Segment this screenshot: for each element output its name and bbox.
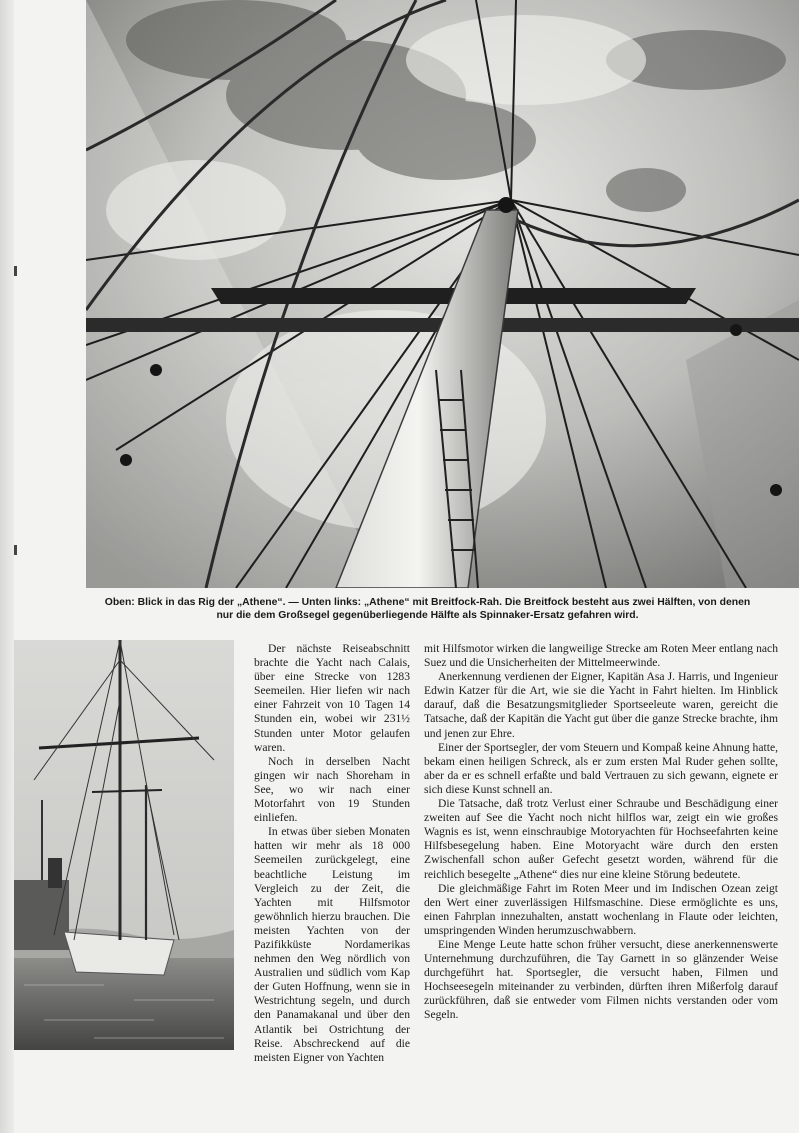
- yacht-photo-graphic: [14, 640, 234, 1050]
- article-column-right: [424, 642, 778, 1023]
- paragraph: Einer der Sportsegler, der vom Steuern und Kompaß keine Ahnung hatte, bekam einen heiligen Schreck, als er zum ersten Mal Ruder gehen sollte, aber da er es schnell erfaßte und bald Vertrauen zu sich gewann, eignete er sich diese Kunst schnell an.: [424, 740, 778, 796]
- photo-caption: [60, 596, 795, 622]
- paragraph: Noch in derselben Nacht gingen wir nach Shoreham in See, wo wir nach einer Motorfahrt von 19 Stunden einliefen.: [254, 754, 410, 825]
- paragraph: Die gleichmäßige Fahrt im Roten Meer und im Indischen Ozean zeigt den Wert einer zuverlässigen Hilfsmaschine. Diese ermöglichte es uns, einen Fahrplan innezuhalten, anstatt wochenlang in Flaute oder leichten, umspringenden Winden herumzuschwabbern.: [424, 881, 778, 937]
- paragraph: In etwas über sieben Monaten hatten wir mehr als 18 000 Seemeilen zurückgelegt, eine beachtliche Leistung im Vergleich zu der Zeit, die Yachten mit Hilfsmotor gewöhnlich hierzu brauchen. Die meisten Yachten von der Pazifikküste Nordamerikas nehmen den Weg nördlich von Australien und südlich vom Kap der Guten Hoffnung, wenn sie in Westrichtung segeln, und durch den Panamakanal und über den Atlantik bei Ostrichtung der Reise. Abschreckend auf die meisten Eigner von Yachten: [254, 825, 410, 1064]
- paragraph: Anerkennung verdienen der Eigner, Kapitän Asa J. Harris, und Ingenieur Edwin Katzer für die Art, wie sie die Yacht in Fahrt hielten. Im Hinblick darauf, daß die Besatzungsmitglieder Sportseeleute waren, gereicht die Tatsache, daß der Kapitän die Yacht gut über die ganze Strecke brachte, ihm und jenen zur Ehre.: [424, 670, 778, 740]
- page-gutter: [0, 0, 14, 1133]
- binding-mark: [14, 266, 17, 276]
- caption-line-2: nur die dem Großsegel gegenüberliegende Hälfte als Spinnaker-Ersatz gefahren wird.: [216, 610, 639, 621]
- rigging-photo-graphic: [86, 0, 799, 588]
- paragraph: Die Tatsache, daß trotz Verlust einer Schraube und Beschädigung einer zweiten auf See die Yacht noch nicht hilflos war, zeigt ein wie großes Wagnis es ist, wenn einschraubige Motoryachten für Hochseefahrten keine Hilfsbesegelung haben. Eine Motoryacht wäre durch den ersten Zwischenfall schon außer Gefecht gesetzt worden, während für die reichlich besegelte „Athene“ dies nur eine kleine Störung bedeutete.: [424, 797, 778, 881]
- paragraph: Der nächste Reiseabschnitt brachte die Yacht nach Calais, über eine Strecke von 1283 Seemeilen. Hier liefen wir nach einer Fahrzeit von 10 Tagen 14 Stunden ein, wobei wir 231½ Stunden unter Motor gelaufen waren.: [254, 642, 410, 754]
- article-column-left: [254, 642, 410, 1065]
- paragraph: mit Hilfsmotor wirken die langweilige Strecke am Roten Meer entlang nach Suez und die Unsicherheiten der Mittelmeerwinde.: [424, 642, 778, 670]
- yacht-photo: [14, 640, 234, 1050]
- caption-line-1: Oben: Blick in das Rig der „Athene“. — Unten links: „Athene“ mit Breitfock-Rah. Die Breitfock besteht aus zwei Hälften, von denen: [104, 597, 751, 608]
- rigging-photo: [86, 0, 799, 588]
- binding-mark: [14, 545, 17, 555]
- paragraph: Eine Menge Leute hatte schon früher versucht, diese anerkennenswerte Unternehmung durchzuführen, die Tay Garnett in so glänzender Weise durchgeführt hat. Sportsegler, die versucht haben, Filmen und Hochseesegeln miteinander zu verbinden, dürften ihren Mißerfolg darauf zurückführen, daß sie entweder vom Filmen nichts verstanden oder vom Segeln.: [424, 937, 778, 1022]
